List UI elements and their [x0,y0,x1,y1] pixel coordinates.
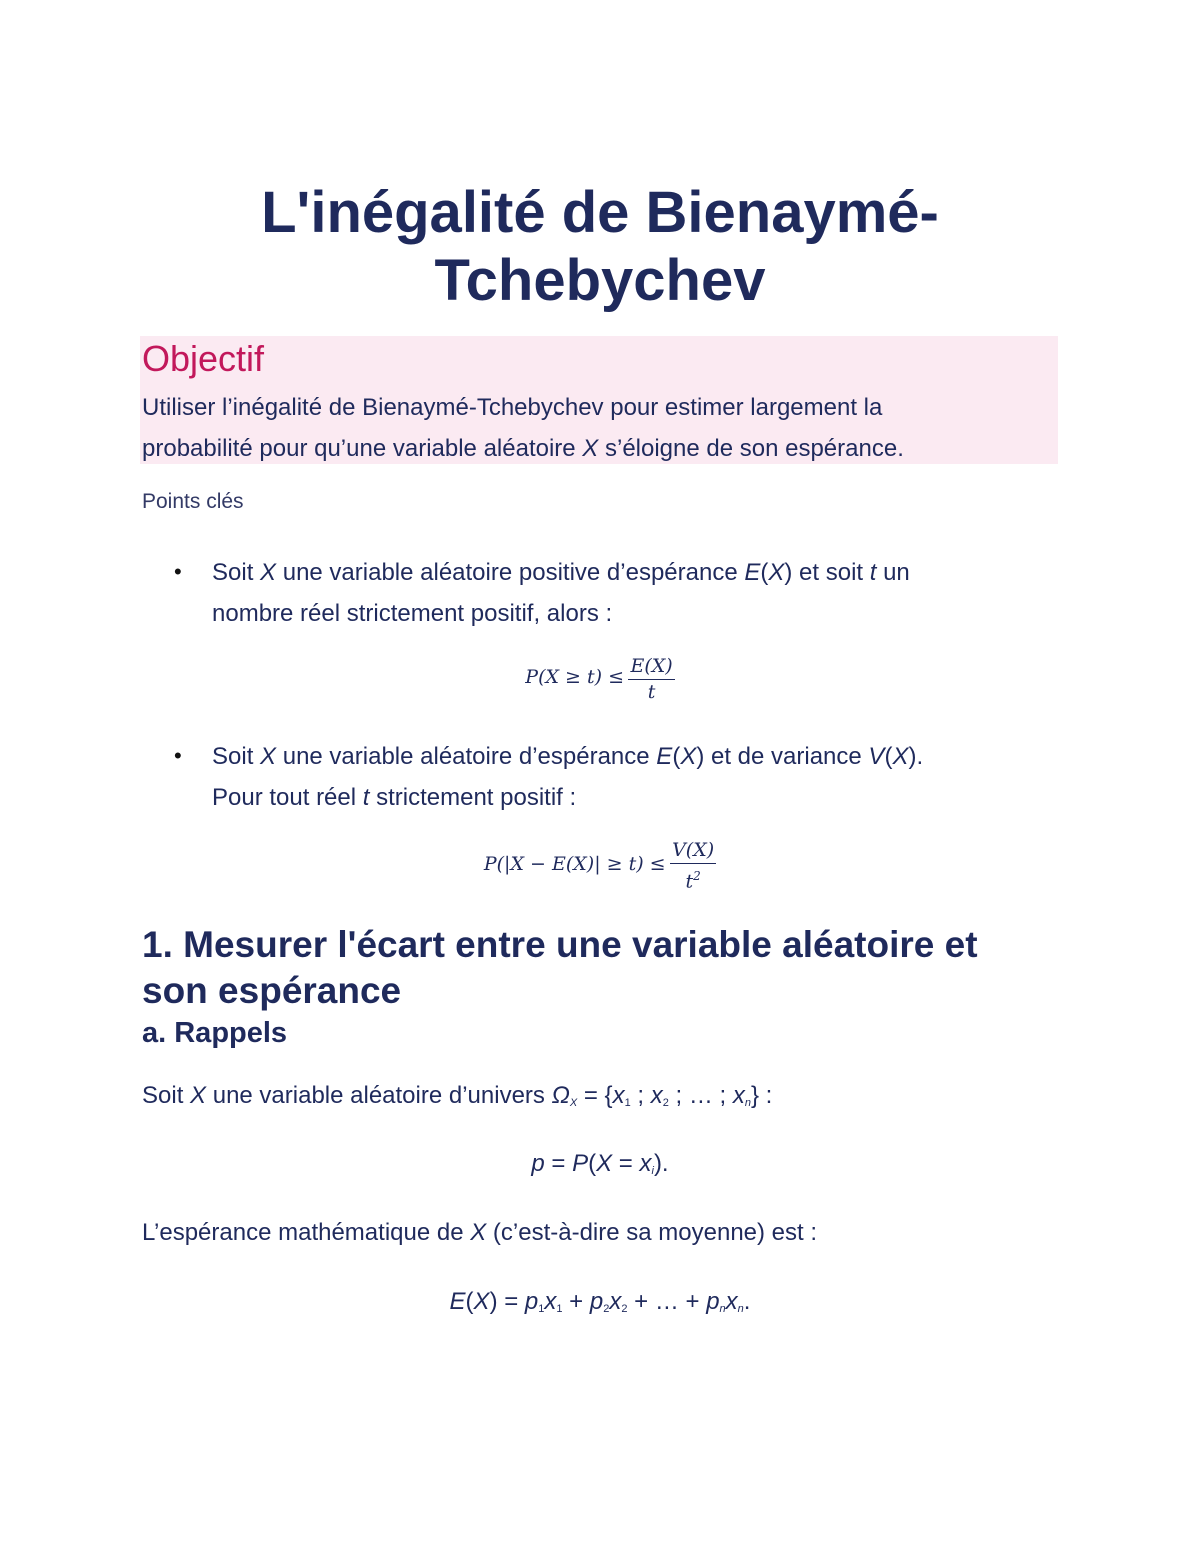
bullet1-text-line2: nombre réel strictement positif, alors : [212,600,613,627]
esperance-formula: $E(X) = p_1x_1 + p_2x_2$ + … + $p_nx_n$. [449,1288,751,1315]
markov-formula-denominator: t [647,681,656,703]
probability-formula: $p = P(X = x_i)$. [531,1150,669,1177]
bullet1-text-line1: Soit X une variable aléatoire positive d’espérance E(X) et soit t un [212,559,910,586]
subsection-a-heading: a. Rappels [142,1017,288,1049]
bienayme-formula [0,838,1200,893]
esperance-text: L’espérance mathématique de X (c’est-à-dire sa moyenne) est : [142,1219,818,1246]
section1-heading-line2: son espérance [142,970,402,1011]
bullet-icon: • [174,559,182,584]
markov-formula-numerator: E(X) [628,654,674,680]
bienayme-formula-lhs: P(|X − E(X)| ≥ t) ≤ [483,852,666,875]
markov-formula-lhs: P(X ≥ t) ≤ [525,666,625,689]
bullet2-text-line1: Soit X une variable aléatoire d’espérance E(X) et de variance V(X). [212,743,924,770]
bienayme-formula-denominator: $t^2$ [685,869,701,893]
bullet-icon: • [174,743,182,768]
section1-heading-line1: 1. Mesurer l'écart entre une variable aléatoire et [142,924,978,965]
bullet2-text-line2: Pour tout réel t strictement positif : [212,784,577,811]
objectif-text-line1: Utiliser l’inégalité de Bienaymé-Tchebychev pour estimer largement la [142,394,883,421]
bienayme-formula-numerator: V(X) [670,838,716,864]
points-cles-label: Points clés [142,490,244,513]
objectif-heading: Objectif [142,338,265,379]
objectif-text-line2: probabilité pour qu’une variable aléatoire X s’éloigne de son espérance. [142,435,904,462]
univers-text: Soit X une variable aléatoire d’univers $\Omega_X = \{x_1$ ; $x_2$ ; … ; $x_n$} : [142,1082,773,1109]
page-title-line1: L'inégalité de Bienaymé- [261,180,939,245]
page-title-line2: Tchebychev [434,248,766,313]
markov-formula [0,654,1200,704]
